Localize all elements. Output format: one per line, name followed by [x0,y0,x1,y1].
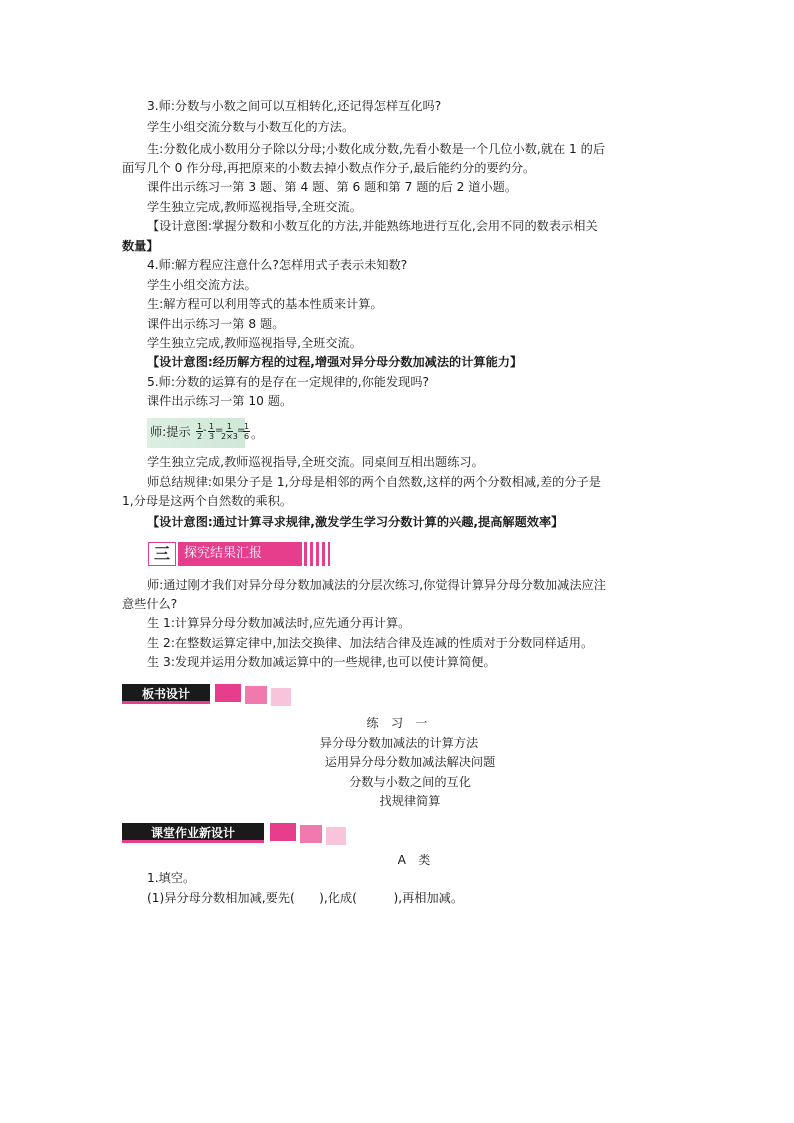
paragraph: 生:分数化成小数用分子除以分母;小数化成分数,先看小数是一个几位小数,就在 1 的后 [147,142,606,156]
decorative-square [326,827,346,845]
fraction: $\frac{1}{2}$ [197,422,203,441]
decorative-stripes [304,542,330,566]
paragraph: 5.师:分数的运算有的是存在一定规律的,你能发现吗? [147,375,430,389]
question: 1.填空。 [147,871,196,885]
tip-label: 师:提示 [150,425,191,439]
paragraph: 生:解方程可以利用等式的基本性质来计算。 [147,297,383,311]
decorative-square [271,688,291,706]
fraction: $\frac{1}{6}$ [244,422,250,441]
section-banner [148,542,328,566]
paragraph: 生 1:计算异分母分数加减法时,应先通分再计算。 [147,616,411,630]
paragraph: 1,分母是这两个自然数的乘积。 [122,494,293,508]
paragraph: 生 3:发现并运用分数加减运算中的一些规律,也可以使计算简便。 [147,655,496,669]
paragraph: 面写几个 0 作分母,再把原来的小数去掉小数点作分子,最后能约分的要约分。 [122,161,536,175]
period: 。 [251,427,264,441]
equals-sign: = [237,425,246,436]
paragraph: 学生独立完成,教师巡视指导,全班交流。 [147,200,362,214]
decorative-square [245,686,267,704]
decorative-square [215,684,241,702]
minus-sign: - [203,425,207,436]
paragraph: 学生小组交流方法。 [147,278,257,292]
decorative-square [300,825,322,843]
equals-sign: = [215,425,224,436]
paragraph: 课件出示练习一第 8 题。 [147,317,285,331]
paragraph: 师:通过刚才我们对异分母分数加减法的分层次练习,你觉得计算异分母分数加减法应注 [147,578,606,592]
fraction: $\frac{1}{3}$ [209,422,215,441]
paragraph: 意些什么? [122,597,178,611]
board-line: 运用异分母分数加减法解决问题 [324,755,496,769]
paragraph: 课件出示练习一第 10 题。 [147,394,293,408]
section-title: 探究结果汇报 [178,542,302,566]
board-line: 异分母分数加减法的计算方法 [319,736,479,750]
question-item: (1)异分母分数相加减,要先( ),化成( ),再相加减。 [147,891,464,905]
board-line: 找规律简算 [379,794,441,808]
board-title: 练 习 一 [366,716,428,730]
paragraph: 4.师:解方程应注意什么?怎样用式子表示未知数? [147,258,408,272]
fraction: $\frac{1}{2\times 3}$ [221,422,238,441]
board-design-tag: 板书设计 [122,684,210,704]
paragraph: 学生独立完成,教师巡视指导,全班交流。同桌间互相出题练习。 [147,455,484,469]
board-line: 分数与小数之间的互化 [349,775,471,789]
decorative-square [270,823,296,841]
paragraph: 课件出示练习一第 3 题、第 4 题、第 6 题和第 7 题的后 2 道小题。 [147,180,518,194]
paragraph: 生 2:在整数运算定律中,加法交换律、加法结合律及连减的性质对于分数同样适用。 [147,636,594,650]
homework-design-tag: 课堂作业新设计 [122,823,264,843]
design-intent: 数量】 [122,239,159,253]
paragraph: 学生独立完成,教师巡视指导,全班交流。 [147,336,362,350]
paragraph: 师总结规律:如果分子是 1,分母是相邻的两个自然数,这样的两个分数相减,差的分子是 [147,475,601,489]
design-intent: 【设计意图:掌握分数和小数互化的方法,并能熟练地进行互化,会用不同的数表示相关 [147,219,598,233]
design-intent: 【设计意图:通过计算寻求规律,激发学生学习分数计算的兴趣,提高解题效率】 [147,515,564,529]
class-heading: A 类 [397,853,431,867]
section-number: 三 [148,542,176,566]
design-intent: 【设计意图:经历解方程的过程,增强对异分母分数加减法的计算能力】 [147,355,523,369]
paragraph: 3.师:分数与小数之间可以互相转化,还记得怎样互化吗? [147,99,442,113]
paragraph: 学生小组交流分数与小数互化的方法。 [147,120,355,134]
